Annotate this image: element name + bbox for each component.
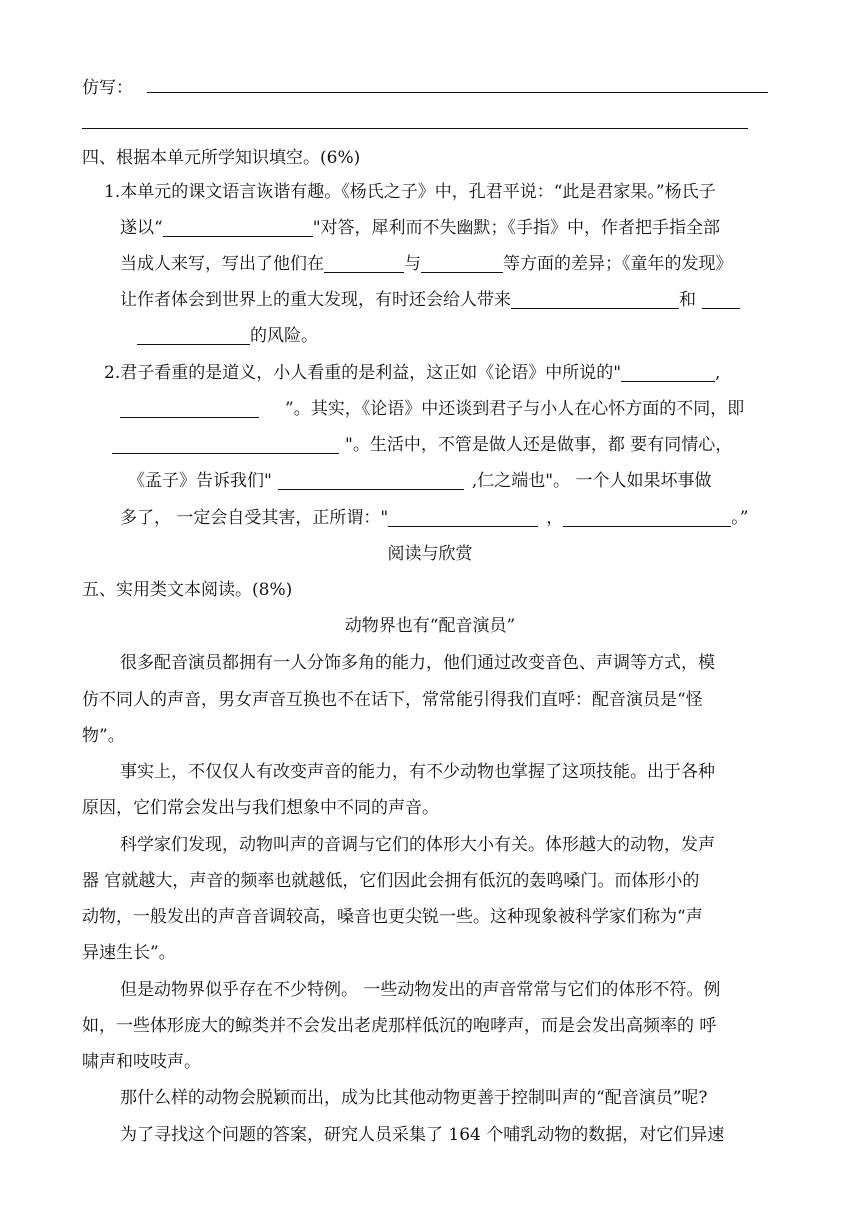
p4-line: 但是动物界似乎存在不少特例。 一些动物发出的声音常常与它们的体形不符。例 (120, 980, 721, 1000)
q1-blank-risk-2b[interactable] (137, 326, 250, 345)
q2-text: ， (546, 508, 564, 528)
p3-line: 动物，一般发出的声音音调较高，嗓音也更尖锐一些。这种现象被科学家们称为“声 (82, 907, 703, 927)
q2-text: 2.君子看重的是道义，小人看重的是利益，这正如《论语》中所说的" (104, 363, 622, 383)
q1-text: "对答，犀利而不失幽默；《手指》中，作者把手指全部 (312, 218, 721, 238)
q2-text: 。” (731, 508, 749, 528)
p3-line: 科学家们发现，动物叫声的音调与它们的体形大小有关。体形越大的动物，发声 (120, 835, 715, 855)
q2-text: 多了， 一定会自受其害，正所谓：" (120, 508, 389, 528)
q2-blank-mencius[interactable] (278, 471, 464, 490)
q2-text: ,仁之端也"。 一个人如果坏事做 (471, 471, 712, 491)
imitate-answer-line-1[interactable] (147, 92, 768, 93)
q1-text: 与 (404, 254, 421, 274)
q2-text: 《孟子》告诉我们" (128, 471, 272, 491)
q1-text: 当成人来写，写出了他们在 (120, 254, 324, 274)
q2-text: ”。其实，《论语》中还谈到君子与小人在心怀方面的不同，即 (285, 399, 745, 419)
section4-heading: 四、根据本单元所学知识填空。(6%) (82, 148, 361, 168)
q1-text: 让作者体会到世界上的重大发现，有时还会给人带来 (120, 290, 511, 310)
q1-text: 遂以“ (120, 218, 163, 238)
q2-line4 (128, 469, 711, 493)
section5-heading: 五、实用类文本阅读。(8%) (82, 580, 293, 600)
q2-blank-analects-2[interactable] (120, 399, 259, 418)
p5-line: 那什么样的动物会脱颖而出，成为比其他动物更善于控制叫声的“配音演员”呢? (120, 1088, 708, 1108)
q1-blank-risk-2a[interactable] (702, 290, 740, 309)
reading-heading: 阅读与欣赏 (387, 544, 473, 564)
q1-line4 (120, 288, 740, 312)
q2-line1 (104, 361, 720, 385)
q1-text: 等方面的差异；《童年的发现》 (503, 254, 733, 274)
q1-text: 和 (679, 290, 696, 310)
q1-line3 (120, 252, 733, 276)
q1-line2 (120, 216, 720, 240)
q1-line5 (137, 324, 318, 348)
q2-line3 (112, 433, 732, 457)
q1-text: 的风险。 (250, 326, 318, 346)
q2-blank-heart[interactable] (112, 435, 339, 454)
q1-blank-risk-1[interactable] (511, 290, 679, 309)
p4-line: 啸声和吱吱声。 (82, 1052, 201, 1072)
q2-line5 (120, 506, 748, 530)
p3-line: 异速生长”。 (82, 943, 176, 963)
q1-line1: 1.本单元的课文语言诙谐有趣。《杨氏之子》中，孔君平说：“此是君家果。”杨氏子 (104, 182, 716, 202)
q2-blank-saying-1[interactable] (388, 508, 538, 527)
imitate-label: 仿写： (82, 78, 133, 98)
q2-line2 (120, 397, 744, 421)
p4-line: 如，一些体形庞大的鲸类并不会发出老虎那样低沉的咆哮声，而是会发出高频率的 呼 (82, 1016, 717, 1036)
q1-blank-reply[interactable] (163, 218, 313, 237)
q2-text: "。生活中，不管是做人还是做事，都 要有同情心， (345, 435, 733, 455)
q2-blank-analects-1[interactable] (621, 363, 715, 382)
p1-line: 仿不同人的声音，男女声音互换也不在话下，常常能引得我们直呼：配音演员是“怪 (82, 690, 703, 710)
imitate-answer-line-2[interactable] (82, 128, 748, 129)
p2-line: 原因，它们常会发出与我们想象中不同的声音。 (82, 798, 439, 818)
p1-line: 物”。 (82, 726, 125, 746)
p1-line: 很多配音演员都拥有一人分饰多角的能力，他们通过改变音色、声调等方式，模 (120, 653, 715, 673)
article-title: 动物界也有“配音演员” (344, 616, 516, 636)
p2-line: 事实上，不仅仅人有改变声音的能力，有不少动物也掌握了这项技能。出于各种 (120, 762, 715, 782)
q2-text: , (715, 363, 721, 383)
p3-line: 器 官就越大，声音的频率也就越低，它们因此会拥有低沉的轰鸣嗓门。而体形小的 (82, 871, 700, 891)
q1-blank-aspect-1[interactable] (324, 254, 404, 273)
p5-line: 为了寻找这个问题的答案，研究人员采集了 164 个哺乳动物的数据，对它们异速 (120, 1125, 725, 1145)
q2-blank-saying-2[interactable] (563, 508, 731, 527)
q1-blank-aspect-2[interactable] (421, 254, 503, 273)
